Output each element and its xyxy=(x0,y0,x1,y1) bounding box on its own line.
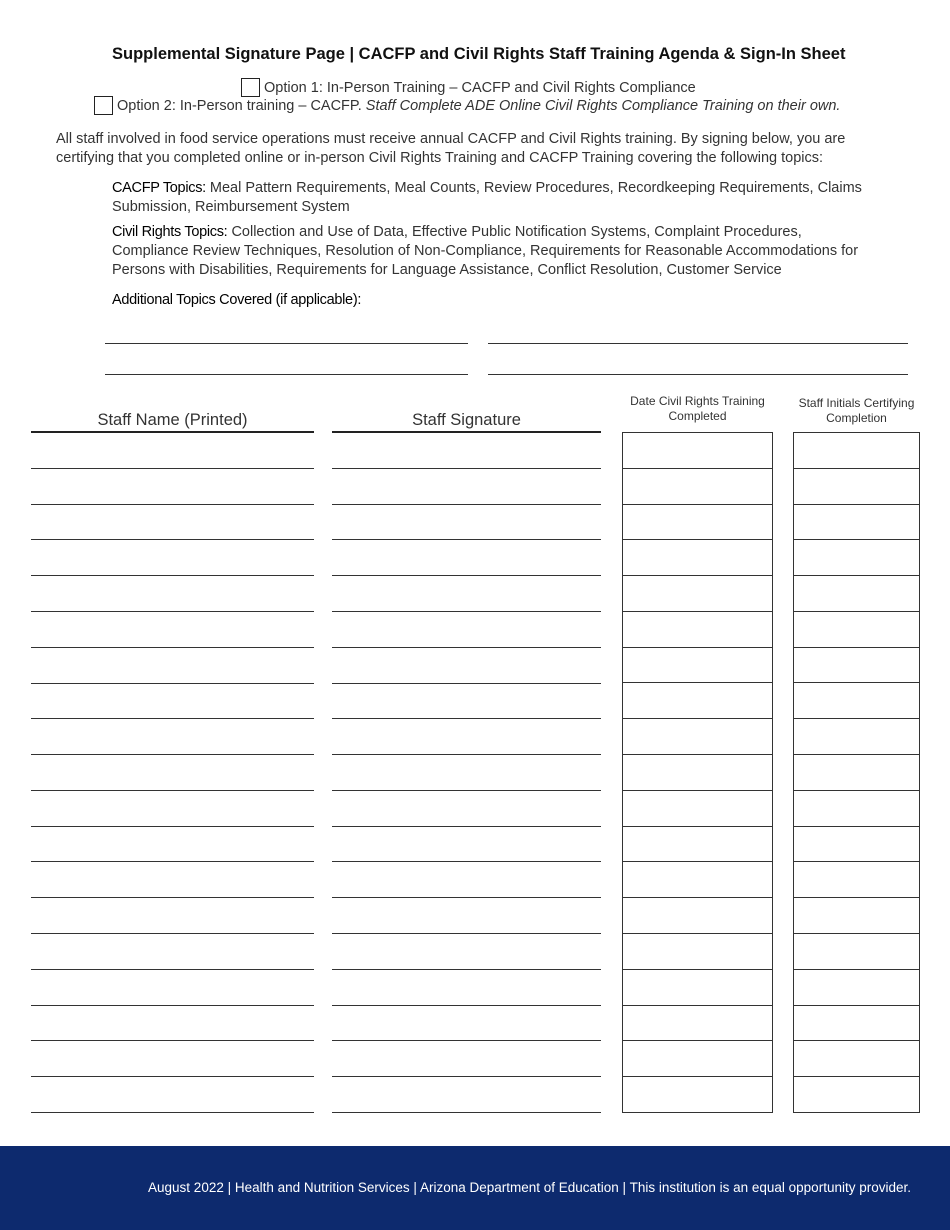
date-cell[interactable] xyxy=(623,683,772,719)
staff-signature-line[interactable] xyxy=(332,1076,601,1077)
staff-signature-line[interactable] xyxy=(332,897,601,898)
additional-topic-line[interactable] xyxy=(488,343,908,344)
staff-name-line[interactable] xyxy=(31,790,314,791)
initials-cell[interactable] xyxy=(794,755,919,791)
staff-name-line[interactable] xyxy=(31,1040,314,1041)
column-header-initials: Staff Initials Certifying Completion xyxy=(798,396,915,425)
initials-cell[interactable] xyxy=(794,934,919,970)
staff-signature-line[interactable] xyxy=(332,683,601,684)
initials-cell[interactable] xyxy=(794,719,919,755)
footer-text: August 2022 | Health and Nutrition Services | Arizona Department of Education | This institution is an equal opportunity provider. xyxy=(148,1180,911,1195)
staff-name-line[interactable] xyxy=(31,861,314,862)
staff-name-line[interactable] xyxy=(31,1112,314,1113)
staff-name-line[interactable] xyxy=(31,718,314,719)
date-cell[interactable] xyxy=(623,827,772,863)
staff-signature-line[interactable] xyxy=(332,754,601,755)
date-cell[interactable] xyxy=(623,970,772,1006)
additional-topic-line[interactable] xyxy=(488,374,908,375)
staff-name-line[interactable] xyxy=(31,683,314,684)
staff-name-line[interactable] xyxy=(31,611,314,612)
cacfp-topics-label: CACFP Topics: xyxy=(112,180,206,196)
initials-cell[interactable] xyxy=(794,862,919,898)
initials-cell[interactable] xyxy=(794,683,919,719)
additional-topic-line[interactable] xyxy=(105,343,468,344)
initials-cell[interactable] xyxy=(794,827,919,863)
date-cell[interactable] xyxy=(623,1077,772,1113)
date-cell[interactable] xyxy=(623,755,772,791)
initials-cell[interactable] xyxy=(794,433,919,469)
civil-rights-topics-text: Collection and Use of Data, Effective Public Notification Systems, Complaint Procedures, Compliance Review Techniques, Resolution of Non-Compliance, Requirements for Reasonable Accommodations for Persons with Disabilities, Requirements for Language Assistance, Conflict Resolution, Customer Service xyxy=(112,224,859,278)
option-2 xyxy=(94,96,840,115)
staff-signature-line[interactable] xyxy=(332,575,601,576)
staff-name-line[interactable] xyxy=(31,647,314,648)
staff-name-line[interactable] xyxy=(31,504,314,505)
option-2-label: Option 2: In-Person training – CACFP. xyxy=(117,98,366,114)
staff-name-line[interactable] xyxy=(31,754,314,755)
date-column xyxy=(622,432,773,1113)
staff-signature-line[interactable] xyxy=(332,468,601,469)
cacfp-topics xyxy=(112,179,882,217)
staff-signature-line[interactable] xyxy=(332,1040,601,1041)
intro-text: All staff involved in food service operations must receive annual CACFP and Civil Rights training. By signing below, you are certifying that you completed online or in-person Civil Rights Training and CACFP Training covering the following topics: xyxy=(56,131,846,166)
date-cell[interactable] xyxy=(623,898,772,934)
cacfp-topics-text: Meal Pattern Requirements, Meal Counts, Review Procedures, Recordkeeping Requirements, Claims Submission, Reimbursement System xyxy=(112,180,862,215)
initials-column xyxy=(793,432,920,1113)
staff-name-line[interactable] xyxy=(31,539,314,540)
initials-cell[interactable] xyxy=(794,1006,919,1042)
date-cell[interactable] xyxy=(623,505,772,541)
initials-cell[interactable] xyxy=(794,791,919,827)
staff-name-line[interactable] xyxy=(31,468,314,469)
signature-header-rule xyxy=(332,431,601,433)
staff-signature-line[interactable] xyxy=(332,861,601,862)
column-header-staff-name: Staff Name (Printed) xyxy=(97,411,248,429)
civil-rights-topics-label: Civil Rights Topics: xyxy=(112,224,228,240)
initials-cell[interactable] xyxy=(794,576,919,612)
staff-signature-line[interactable] xyxy=(332,1112,601,1113)
staff-name-line[interactable] xyxy=(31,1076,314,1077)
date-cell[interactable] xyxy=(623,862,772,898)
date-cell[interactable] xyxy=(623,1041,772,1077)
staff-signature-line[interactable] xyxy=(332,933,601,934)
column-header-staff-signature: Staff Signature xyxy=(412,411,521,429)
date-cell[interactable] xyxy=(623,540,772,576)
staff-name-line[interactable] xyxy=(31,933,314,934)
date-cell[interactable] xyxy=(623,934,772,970)
additional-topic-line[interactable] xyxy=(105,374,468,375)
staff-signature-line[interactable] xyxy=(332,1005,601,1006)
option-1-checkbox[interactable] xyxy=(241,78,260,97)
option-1-label: Option 1: In-Person Training – CACFP and Civil Rights Compliance xyxy=(264,80,696,96)
date-cell[interactable] xyxy=(623,433,772,469)
staff-signature-line[interactable] xyxy=(332,539,601,540)
staff-signature-line[interactable] xyxy=(332,826,601,827)
initials-cell[interactable] xyxy=(794,469,919,505)
initials-cell[interactable] xyxy=(794,1077,919,1113)
page-title: Supplemental Signature Page | CACFP and Civil Rights Staff Training Agenda & Sign-In Sheet xyxy=(112,45,846,63)
option-2-checkbox[interactable] xyxy=(94,96,113,115)
date-cell[interactable] xyxy=(623,719,772,755)
staff-signature-line[interactable] xyxy=(332,790,601,791)
initials-cell[interactable] xyxy=(794,898,919,934)
initials-cell[interactable] xyxy=(794,540,919,576)
initials-cell[interactable] xyxy=(794,505,919,541)
initials-cell[interactable] xyxy=(794,970,919,1006)
option-2-note: Staff Complete ADE Online Civil Rights Compliance Training on their own. xyxy=(365,98,841,114)
staff-name-line[interactable] xyxy=(31,969,314,970)
date-cell[interactable] xyxy=(623,791,772,827)
initials-cell[interactable] xyxy=(794,612,919,648)
staff-name-line[interactable] xyxy=(31,897,314,898)
staff-signature-line[interactable] xyxy=(332,504,601,505)
initials-cell[interactable] xyxy=(794,648,919,684)
footer-bar xyxy=(0,1146,950,1230)
initials-cell[interactable] xyxy=(794,1041,919,1077)
date-cell[interactable] xyxy=(623,576,772,612)
staff-signature-line[interactable] xyxy=(332,611,601,612)
staff-name-line[interactable] xyxy=(31,575,314,576)
staff-signature-line[interactable] xyxy=(332,647,601,648)
staff-name-line[interactable] xyxy=(31,1005,314,1006)
date-cell[interactable] xyxy=(623,469,772,505)
name-header-rule xyxy=(31,431,314,433)
additional-topics-label: Additional Topics Covered (if applicable): xyxy=(112,292,362,308)
option-1 xyxy=(241,78,696,97)
date-cell[interactable] xyxy=(623,1006,772,1042)
staff-name-line[interactable] xyxy=(31,826,314,827)
date-cell[interactable] xyxy=(623,612,772,648)
column-header-date: Date Civil Rights Training Completed xyxy=(630,394,765,423)
date-cell[interactable] xyxy=(623,648,772,684)
staff-signature-line[interactable] xyxy=(332,718,601,719)
staff-signature-line[interactable] xyxy=(332,969,601,970)
civil-rights-topics xyxy=(112,223,882,280)
